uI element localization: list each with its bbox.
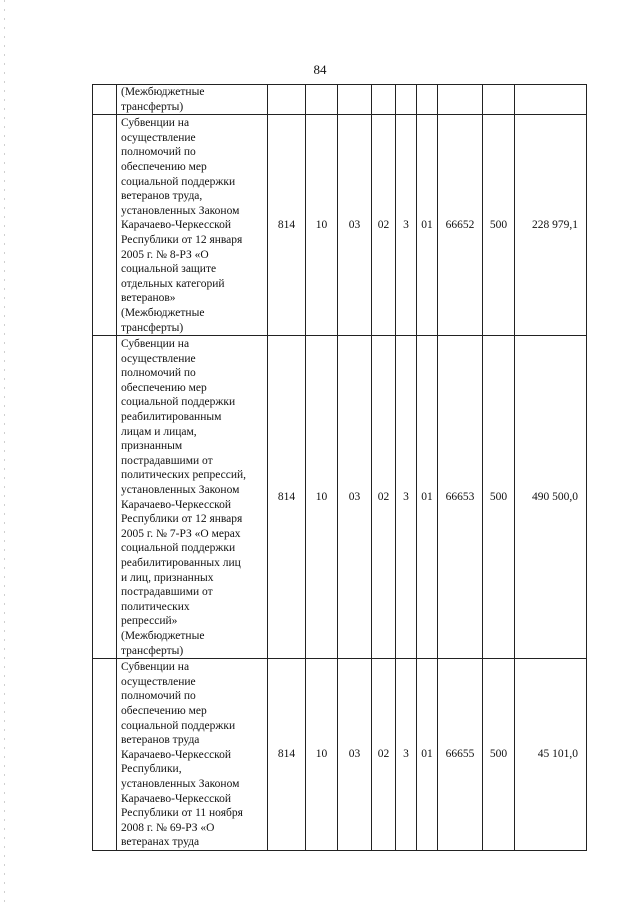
scan-margin-line [4,0,5,905]
expense-type-cell: 500 [483,336,515,659]
table-row [93,659,587,851]
amount-cell: 490 500,0 [515,336,587,659]
main-event-code-cell [417,85,438,115]
expense-type-cell [483,85,515,115]
subsection-code-cell [338,85,372,115]
spacer-cell [93,85,117,115]
section-code-cell [306,85,338,115]
main-event-code-cell: 01 [417,659,438,851]
section-code-cell: 10 [306,659,338,851]
section-code-cell: 10 [306,115,338,336]
spacer-cell [93,336,117,659]
spacer-cell [93,115,117,336]
ministry-code-cell: 814 [268,336,306,659]
main-event-code-cell: 01 [417,336,438,659]
spacer-cell [93,659,117,851]
program-code-cell: 02 [372,336,396,659]
direction-code-cell: 66652 [438,115,483,336]
ministry-code-cell: 814 [268,115,306,336]
program-code-cell: 02 [372,115,396,336]
program-code-cell: 02 [372,659,396,851]
subprogram-code-cell [396,85,417,115]
description-cell: Субвенции на осуществление полномочий по обеспечению мер социальной поддержки ветеранов труда Карачаево-Черкесской Республики, установленных Законом Карачаево-Черкесской Республики от 11 ноября 2008 г. № 69-РЗ «О ветеранах труда [117,659,268,851]
ministry-code-cell: 814 [268,659,306,851]
subprogram-code-cell: 3 [396,659,417,851]
amount-cell: 45 101,0 [515,659,587,851]
description-cell: (Межбюджетные трансферты) [117,85,268,115]
subsection-code-cell: 03 [338,115,372,336]
program-code-cell [372,85,396,115]
subsection-code-cell: 03 [338,659,372,851]
description-cell: Субвенции на осуществление полномочий по обеспечению мер социальной поддержки реабилитированным лицам и лицам, признанным пострадавшими от политических репрессий, установленных Законом Карачаево-Черкесской Республики от 12 января 2005 г. № 7-РЗ «О мерах социальной поддержки реабилитированных лиц и лиц, признанных пострадавшими от политических репрессий» (Межбюджетные трансферты) [117,336,268,659]
subprogram-code-cell: 3 [396,115,417,336]
direction-code-cell: 66653 [438,336,483,659]
expense-type-cell: 500 [483,115,515,336]
amount-cell [515,85,587,115]
subprogram-code-cell: 3 [396,336,417,659]
expense-type-cell: 500 [483,659,515,851]
budget-table [92,84,587,851]
section-code-cell: 10 [306,336,338,659]
description-cell: Субвенции на осуществление полномочий по обеспечению мер социальной поддержки ветеранов труда, установленных Законом Карачаево-Черкесской Республики от 12 января 2005 г. № 8-РЗ «О социальной защите отдельных категорий ветеранов» (Межбюджетные трансферты) [117,115,268,336]
amount-cell: 228 979,1 [515,115,587,336]
direction-code-cell: 66655 [438,659,483,851]
table-row [93,85,587,115]
ministry-code-cell [268,85,306,115]
direction-code-cell [438,85,483,115]
main-event-code-cell: 01 [417,115,438,336]
subsection-code-cell: 03 [338,336,372,659]
table-row [93,336,587,659]
table-row [93,115,587,336]
page-number: 84 [313,62,327,77]
